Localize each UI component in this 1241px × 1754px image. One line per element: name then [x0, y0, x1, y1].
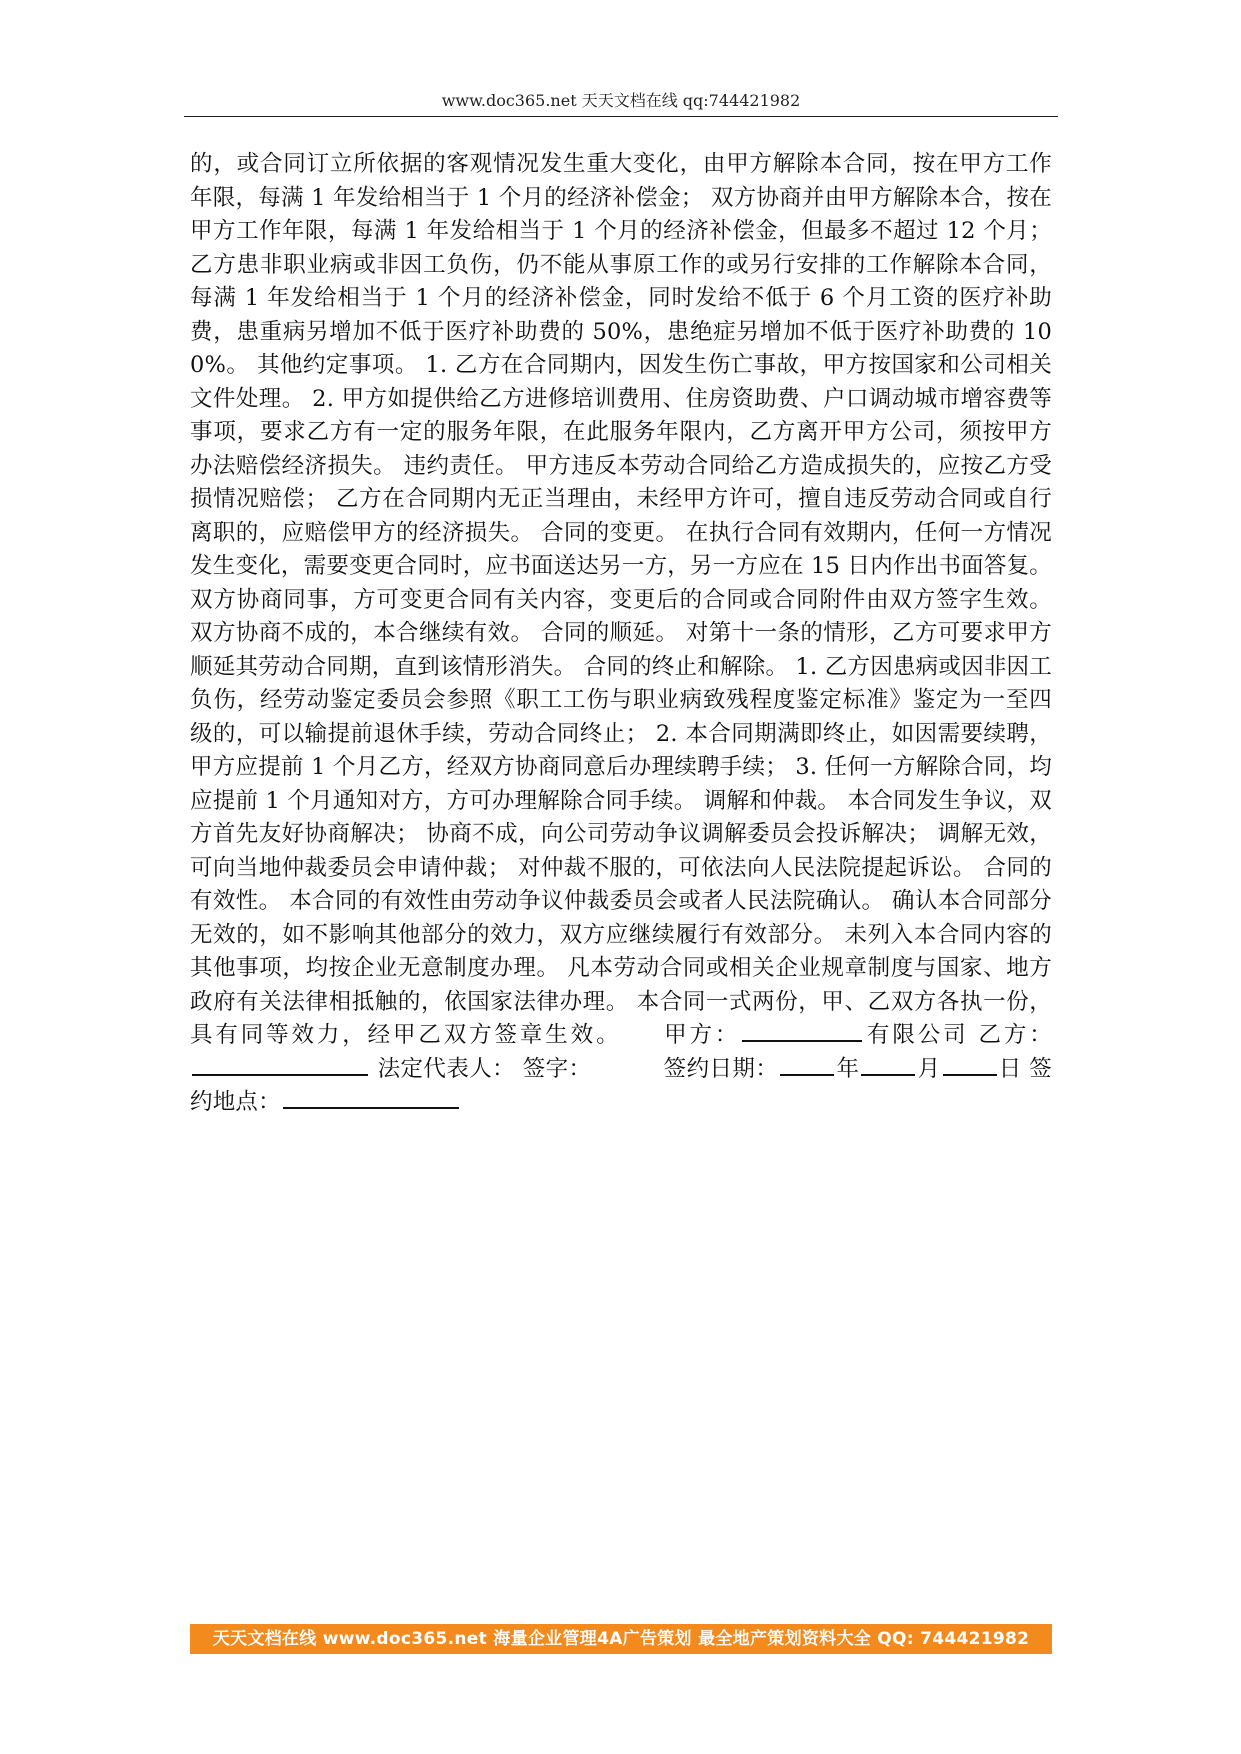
party-b-blank[interactable]: [192, 1056, 368, 1076]
month-blank[interactable]: [861, 1056, 915, 1076]
party-b-label: 乙方：: [978, 1022, 1052, 1048]
sign-place-label: 签约地点：: [190, 1055, 1052, 1115]
footer-promo-banner[interactable]: 天天文档在线 www.doc365.net 海量企业管理4A广告策划 最全地产策划资料大全 QQ: 744421982: [190, 1624, 1052, 1654]
year-blank[interactable]: [780, 1056, 834, 1076]
party-a-suffix: 有限公司: [864, 1022, 969, 1048]
sign-place-blank[interactable]: [283, 1089, 459, 1109]
party-a-label: 甲方：: [661, 1022, 741, 1048]
day-blank[interactable]: [943, 1056, 997, 1076]
contract-paragraph: 的，或合同订立所依据的客观情况发生重大变化，由甲方解除本合同，按在甲方工作年限，每满 1 年发给相当于 1 个月的经济补偿金； 双方协商并由甲方解除本合，按在甲方工作年限，每满 1 年发给相当于 1 个月的经济补偿金，但最多不超过 12 个月； 乙方患非职业病或非因工负伤，仍不能从事原工作的或另行安排的工作解除本合同，每满 1 年发给相当于 1 个月的经济补偿金，同时发给不低于 6 个月工资的医疗补助费，患重病另增加不低于医疗补助费的 50%，患绝症另增加不低于医疗补助费的 100%。 其他约定事项。 1. 乙方在合同期内，因发生伤亡事故，甲方按国家和公司相关文件处理。 2. 甲方如提供给乙方进修培训费用、住房资助费、户口调动城市增容费等事项，要求乙方有一定的服务年限，在此服务年限内，乙方离开甲方公司，须按甲方办法赔偿经济损失。 违约责任。 甲方违反本劳动合同给乙方造成损失的，应按乙方受损情况赔偿； 乙方在合同期内无正当理由，未经甲方许可，擅自违反劳动合同或自行离职的，应赔偿甲方的经济损失。 合同的变更。 在执行合同有效期内，任何一方情况发生变化，需要变更合同时，应书面送达另一方，另一方应在 15 日内作出书面答复。 双方协商同事，方可变更合同有关内容，变更后的合同或合同附件由双方签字生效。 双方协商不成的，本合继续有效。 合同的顺延。 对第十一条的情形，乙方可要求甲方顺延其劳动合同期，直到该情形消失。 合同的终止和解除。 1. 乙方因患病或因非因工负伤，经劳动鉴定委员会参照《职工工伤与职业病致残程度鉴定标准》鉴定为一至四级的，可以输提前退休手续，劳动合同终止； 2. 本合同期满即终止，如因需要续聘，甲方应提前 1 个月乙方，经双方协商同意后办理续聘手续； 3. 任何一方解除合同，均应提前 1 个月通知对方，方可办理解除合同手续。 调解和仲裁。 本合同发生争议，双方首先友好协商解决； 协商不成，向公司劳动争议调解委员会投诉解决； 调解无效，可向当地仲裁委员会申请仲裁； 对仲裁不服的，可依法向人民法院提起诉讼。 合同的有效性。 本合同的有效性由劳动争议仲裁委员会或者人民法院确认。 确认本合同部分无效的，如不影响其他部分的效力，双方应继续履行有效部分。 未列入本合同内容的其他事项，均按企业无意制度办理。 凡本劳动合同或相关企业规章制度与国家、地方政府有关法律相抵触的，依国家法律办理。 本合同一式两份，甲、乙双方各执一份，具有同等效力，经甲乙双方签章生效。: [190, 151, 1052, 1048]
legal-rep-label: 法定代表人：: [377, 1055, 516, 1082]
header-divider: [184, 116, 1058, 117]
month-label: 月: [917, 1055, 941, 1082]
contract-text: [190, 148, 1052, 1120]
document-body: [190, 148, 1052, 1120]
day-label: 日: [998, 1055, 1022, 1082]
sign-label: 签字：: [522, 1055, 592, 1082]
page-header: www.doc365.net 天天文档在线 qq:744421982: [441, 91, 801, 110]
party-a-blank[interactable]: [742, 1022, 862, 1042]
year-label: 年: [836, 1055, 860, 1082]
sign-date-label: 签约日期：: [663, 1055, 779, 1082]
